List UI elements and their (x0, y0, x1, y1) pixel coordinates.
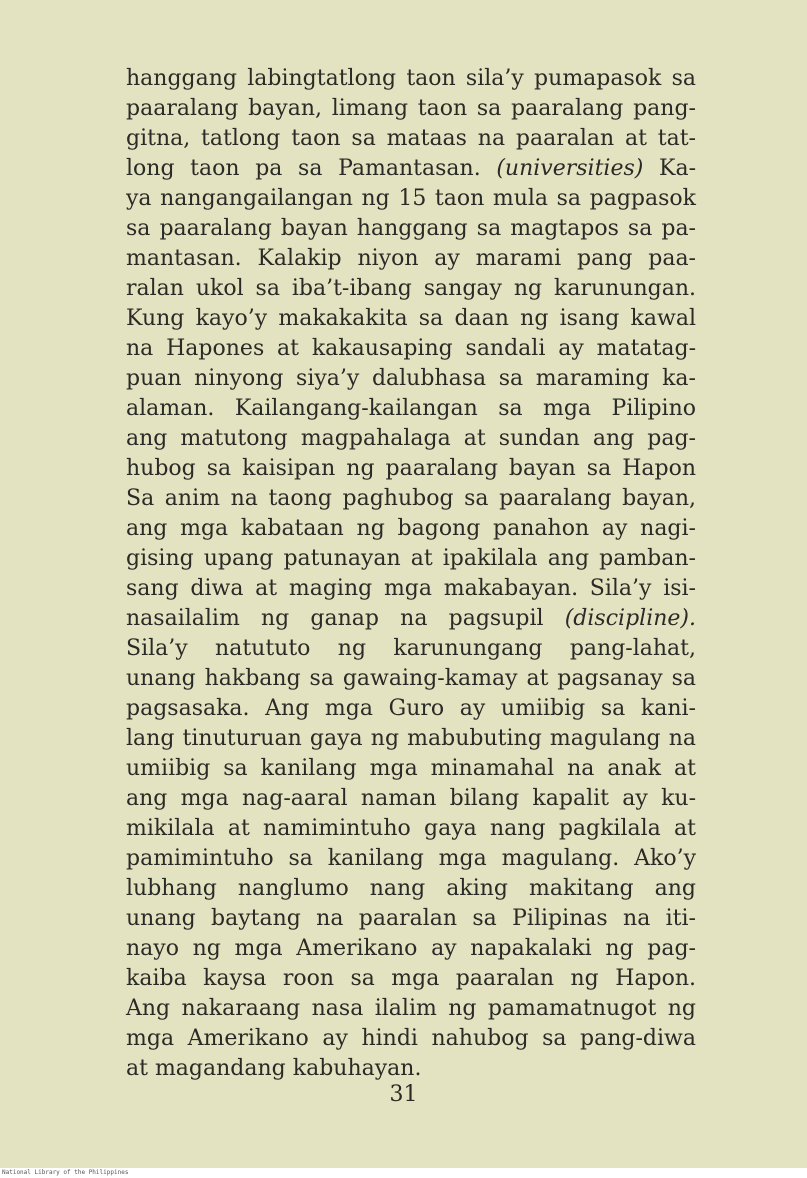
text-line (126, 184, 696, 214)
text-line (126, 484, 696, 514)
text-line (126, 724, 696, 754)
text-line (126, 544, 696, 574)
line-text: mantasan. Kalakip niyon ay marami pang paa- (126, 246, 696, 271)
line-text: lubhang nanglumo nang aking makitang ang (126, 876, 696, 901)
line-text: hanggang labingtatlong taon sila’y pumapasok sa (126, 66, 696, 91)
line-text: unang hakbang sa gawaing-kamay at pagsanay sa (126, 666, 696, 691)
line-italic-text: (discipline). (564, 606, 696, 631)
line-text: kaiba kaysa roon sa mga paaralan ng Hapon. (126, 966, 696, 991)
text-line (126, 1024, 696, 1054)
text-line (126, 454, 696, 484)
text-line (126, 694, 696, 724)
text-line (126, 784, 696, 814)
text-line (126, 994, 696, 1024)
text-line (126, 244, 696, 274)
line-text: Kung kayo’y makakakita sa daan ng isang kawal (126, 306, 696, 331)
text-line (126, 634, 696, 664)
line-text: puan ninyong siya’y dalubhasa sa maraming ka- (126, 366, 696, 391)
text-line (126, 754, 696, 784)
line-text: ralan ukol sa iba’t-ibang sangay ng karunungan. (126, 276, 696, 301)
text-line (126, 274, 696, 304)
text-line (126, 514, 696, 544)
text-line (126, 154, 696, 184)
text-line (126, 64, 696, 94)
text-line (126, 904, 696, 934)
text-line (126, 874, 696, 904)
line-text: sa paaralang bayan hanggang sa magtapos sa pa- (126, 216, 696, 241)
text-line (126, 424, 696, 454)
text-line (126, 1054, 696, 1084)
line-text: nayo ng mga Amerikano ay napakalaki ng pag- (126, 936, 696, 961)
line-text: alaman. Kailangang-kailangan sa mga Pilipino (126, 396, 696, 421)
line-text: pamimintuho sa kanilang mga magulang. Ako’y (126, 846, 696, 871)
line-text: hubog sa kaisipan ng paaralang bayan sa Hapon (126, 456, 696, 481)
line-text: pagsasaka. Ang mga Guro ay umiibig sa kani- (126, 696, 696, 721)
text-line (126, 334, 696, 364)
line-text: mikilala at namimintuho gaya nang pagkilala at (126, 816, 696, 841)
text-line (126, 664, 696, 694)
line-text: na Hapones at kakausaping sandali ay matatag- (126, 336, 696, 361)
text-line (126, 604, 696, 634)
text-line (126, 934, 696, 964)
line-text: at magandang kabuhayan. (126, 1056, 422, 1081)
line-text: Sila’y natututo ng karunungang pang-lahat, (126, 636, 696, 661)
line-text: Ka- (643, 156, 697, 181)
line-text: ang mga nag-aaral naman bilang kapalit ay ku- (126, 786, 696, 811)
line-text: gitna, tatlong taon sa mataas na paaralan at tat- (126, 126, 696, 151)
line-text: nasailalim ng ganap na pagsupil (126, 606, 565, 631)
line-text: ang matutong magpahalaga at sundan ang pag- (126, 426, 696, 451)
line-text: umiibig sa kanilang mga minamahal na anak at (126, 756, 696, 781)
line-text: mga Amerikano ay hindi nahubog sa pang-diwa (126, 1026, 696, 1051)
line-text: sang diwa at maging mga makabayan. Sila’y isi- (126, 576, 696, 601)
line-text: lang tinuturuan gaya ng mabubuting magulang na (126, 726, 696, 751)
line-text: long taon pa sa Pamantasan. (126, 156, 497, 181)
line-text: gising upang patunayan at ipakilala ang pamban- (126, 546, 696, 571)
text-line (126, 124, 696, 154)
line-text: ya nangangailangan ng 15 taon mula sa pagpasok (126, 186, 696, 211)
text-line (126, 394, 696, 424)
text-line (126, 964, 696, 994)
line-text: Sa anim na taong paghubog sa paaralang bayan, (126, 486, 696, 511)
line-text: ang mga kabataan ng bagong panahon ay nagi- (126, 516, 696, 541)
text-line (126, 94, 696, 124)
text-line (126, 214, 696, 244)
line-text: Ang nakaraang nasa ilalim ng pamamatnugot ng (126, 996, 696, 1021)
library-watermark: National Library of the Philippines (2, 1169, 129, 1176)
line-text: paaralang bayan, limang taon sa paaralang pang- (126, 96, 696, 121)
line-italic-text: (universities) (496, 156, 644, 181)
line-text: unang baytang na paaralan sa Pilipinas na iti- (126, 906, 696, 931)
text-line (126, 844, 696, 874)
body-text (126, 64, 696, 1084)
page-number: 31 (389, 1082, 418, 1107)
text-line (126, 574, 696, 604)
text-line (126, 304, 696, 334)
text-line (126, 814, 696, 844)
text-line (126, 364, 696, 394)
